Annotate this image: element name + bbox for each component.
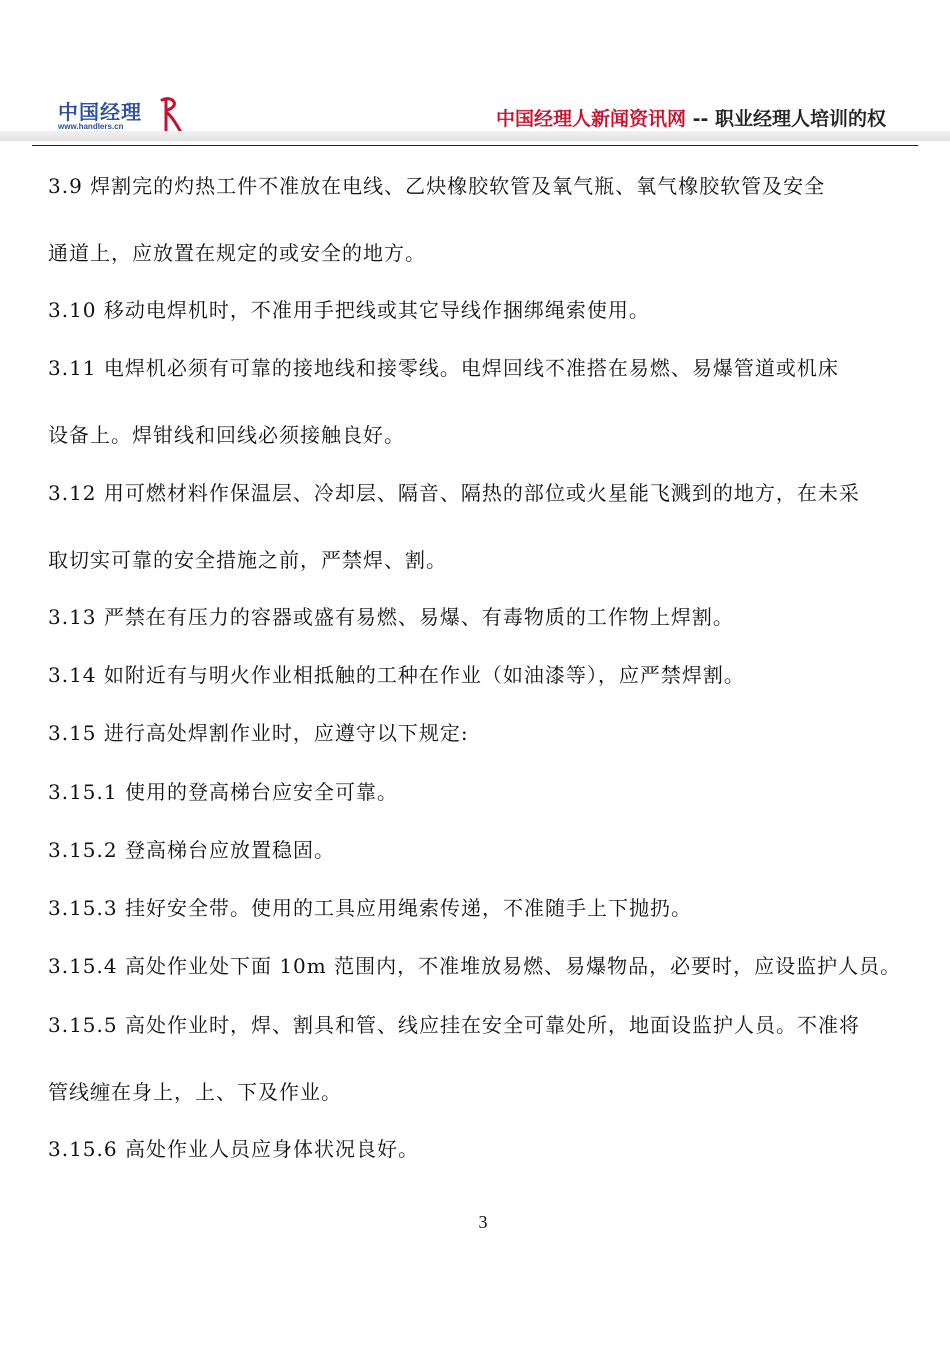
header-band [0,131,950,141]
paragraph-line: 3.15.4 高处作业处下面 10m 范围内，不准堆放易燃、易爆物品，必要时，应设监护人员。 [48,954,902,978]
logo-url: www.handlers.cn [58,122,124,131]
paragraph-line: 3.10 移动电焊机时，不准用手把线或其它导线作捆绑绳索使用。 [48,298,650,322]
page-number: 3 [478,1212,488,1232]
paragraph-line: 3.15 进行高处焊割作业时，应遵守以下规定: [48,721,469,745]
paragraph-line: 3.14 如附近有与明火作业相抵触的工种在作业（如油漆等），应严禁焊割。 [48,663,745,687]
paragraph-line: 设备上。焊钳线和回线必须接触良好。 [48,423,405,447]
paragraph-line: 3.15.5 高处作业时，焊、割具和管、线应挂在安全可靠处所，地面设监护人员。不准将 [48,1013,860,1037]
paragraph-line: 3.11 电焊机必须有可靠的接地线和接零线。电焊回线不准搭在易燃、易爆管道或机床 [48,356,839,380]
slogan-dash: -- [686,108,716,130]
slogan-red-text: 中国经理人新闻资讯网 [496,108,687,130]
page-header [0,0,950,150]
paragraph-line: 取切实可靠的安全措施之前，严禁焊、割。 [48,548,447,572]
paragraph-line: 3.13 严禁在有压力的容器或盛有易燃、易爆、有毒物质的工作物上焊割。 [48,605,734,629]
paragraph-line: 3.15.3 挂好安全带。使用的工具应用绳索传递，不准随手上下抛扔。 [48,896,692,920]
logo-text: 中国经理 [58,100,142,124]
paragraph-line: 管线缠在身上，上、下及作业。 [48,1080,342,1104]
paragraph-line: 通道上，应放置在规定的或安全的地方。 [48,241,426,265]
paragraph-line: 3.12 用可燃材料作保温层、冷却层、隔音、隔热的部位或火星能飞溅到的地方，在未采 [48,481,860,505]
paragraph-line: 3.15.2 登高梯台应放置稳固。 [48,838,335,862]
paragraph-line: 3.15.1 使用的登高梯台应安全可靠。 [48,780,398,804]
paragraph-line: 3.9 焊割完的灼热工件不准放在电线、乙炔橡胶软管及氧气瓶、氧气橡胶软管及安全 [48,174,826,198]
slogan-rest-text: 职业经理人培训的权 [715,108,887,130]
header-divider [32,145,918,146]
header-slogan [496,104,950,131]
paragraph-line: 3.15.6 高处作业人员应身体状况良好。 [48,1137,419,1161]
